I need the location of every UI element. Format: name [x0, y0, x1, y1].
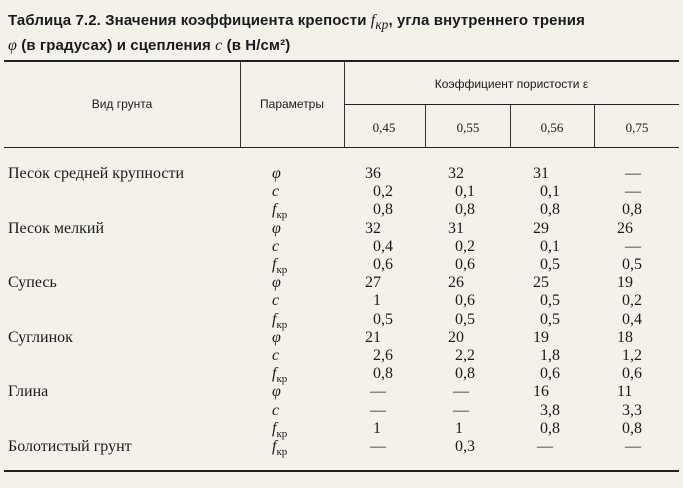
table-row: [0, 292, 683, 310]
parameter-symbol: $f_{кр}$: [272, 201, 288, 222]
value-cell: 0,4: [622, 310, 642, 328]
header-porosity-value: 0,45: [372, 120, 396, 135]
header-porosity-value: 0,56: [540, 120, 564, 135]
parameter-subscript: кр: [276, 427, 288, 440]
value-cell: 19: [617, 274, 633, 292]
caption-text-mid: (в градусах) и сцепления: [16, 37, 216, 55]
value-cell: 0,4: [373, 237, 393, 255]
parameter-symbol: φ: [272, 328, 281, 346]
caption-c: c: [215, 37, 223, 55]
value-cell: 11: [617, 383, 633, 401]
caption-text: Таблица 7.2. Значения коэффициента крепости: [8, 12, 371, 29]
table-row: [0, 238, 683, 256]
value-cell: 1: [373, 292, 381, 310]
value-cell: —: [625, 183, 641, 201]
value-cell: 0,8: [455, 365, 475, 383]
value-cell: 0,2: [455, 237, 475, 255]
value-cell: —: [625, 237, 641, 255]
table-row: [0, 383, 683, 401]
value-cell: 2,6: [373, 347, 393, 364]
value-cell: 0,5: [373, 310, 393, 328]
parameter-symbol: φ: [272, 383, 281, 401]
parameter-subscript: кр: [276, 373, 288, 386]
value-cell: 0,5: [540, 256, 560, 273]
soil-name: Супесь: [8, 274, 57, 292]
value-cell: —: [625, 438, 641, 455]
porosity-rule: [344, 104, 679, 105]
parameter-symbol: $f_{кр}$: [272, 419, 288, 440]
soil-name: Суглинок: [8, 328, 73, 346]
value-cell: 36: [365, 165, 381, 182]
parameter-symbol: φ: [272, 219, 281, 237]
value-cell: 0,8: [622, 201, 642, 219]
caption-line-1: [8, 10, 678, 35]
value-cell: 0,5: [622, 256, 642, 273]
parameter-symbol: $f_{кр}$: [272, 365, 288, 386]
value-cell: 0,8: [622, 419, 642, 437]
caption-phi: φ: [8, 37, 17, 55]
value-cell: 18: [617, 328, 633, 346]
parameter-symbol: c: [272, 183, 280, 201]
parameter-symbol: c: [272, 401, 280, 419]
value-cell: 0,5: [540, 310, 560, 328]
value-cell: 31: [533, 165, 549, 182]
header-soil-type: Вид грунта: [91, 97, 153, 111]
value-cell: 16: [533, 383, 549, 401]
table-row: [0, 329, 683, 347]
header-bottom-rule: [4, 147, 679, 148]
value-cell: 1,2: [622, 347, 642, 364]
soil-name: Болотистый грунт: [8, 438, 132, 455]
caption-f-symbol: [370, 12, 389, 33]
parameter-symbol: c: [272, 237, 280, 255]
table-row: [0, 365, 683, 386]
header-porosity: Коэффициент пористости ε: [434, 77, 589, 91]
value-cell: 1: [455, 419, 463, 437]
table-row: [0, 402, 683, 420]
caption-f-sub: кр: [375, 17, 389, 33]
caption-line-2: [8, 35, 678, 56]
table-row: [0, 201, 683, 222]
value-cell: 0,6: [373, 256, 393, 273]
parameter-symbol: φ: [272, 165, 281, 182]
value-cell: 21: [365, 328, 381, 346]
value-cell: —: [370, 401, 386, 419]
value-cell: 32: [365, 219, 381, 237]
table-row: [0, 256, 683, 277]
value-cell: 27: [365, 274, 381, 292]
table-row: [0, 165, 683, 183]
value-cell: 0,8: [455, 201, 475, 219]
value-cell: 0,8: [373, 201, 393, 219]
value-cell: 0,6: [455, 292, 475, 310]
value-cell: 25: [533, 274, 549, 292]
table-caption: [8, 10, 678, 56]
caption-f: f: [370, 12, 376, 29]
value-cell: 0,1: [455, 183, 475, 201]
value-cell: 1: [373, 419, 381, 437]
parameter-symbol: c: [272, 347, 280, 364]
value-cell: 0,8: [373, 365, 393, 383]
parameter-symbol: φ: [272, 274, 281, 292]
value-cell: —: [537, 438, 553, 455]
value-cell: 29: [533, 219, 549, 237]
value-cell: 26: [448, 274, 464, 292]
table-row: [0, 438, 683, 459]
value-cell: 3,8: [540, 401, 560, 419]
value-cell: —: [453, 383, 469, 401]
value-cell: —: [453, 401, 469, 419]
table-row: [0, 347, 683, 365]
table-row: [0, 274, 683, 292]
table-row: [0, 220, 683, 238]
value-cell: 1,8: [540, 347, 560, 364]
parameter-symbol: $f_{кр}$: [272, 438, 288, 459]
header-parameters: Параметры: [260, 97, 324, 111]
soil-name: Песок мелкий: [8, 219, 105, 237]
value-cell: 32: [448, 165, 464, 182]
value-cell: 0,3: [455, 438, 475, 455]
table-row: [0, 311, 683, 329]
soil-name: Глина: [8, 383, 49, 401]
value-cell: 31: [448, 219, 464, 237]
value-cell: 0,1: [540, 183, 560, 201]
value-cell: 0,1: [540, 237, 560, 255]
parameter-symbol: c: [272, 292, 280, 310]
value-cell: —: [370, 438, 386, 455]
parameter-subscript: кр: [276, 264, 288, 277]
parameter-subscript: кр: [276, 318, 288, 331]
bottom-rule: [4, 470, 679, 472]
table-row: [0, 183, 683, 201]
value-cell: 2,2: [455, 347, 475, 364]
value-cell: 0,5: [540, 292, 560, 310]
caption-text-suffix: , угла внутреннего трения: [388, 12, 585, 29]
value-cell: 3,3: [622, 401, 642, 419]
top-rule: [4, 60, 679, 62]
value-cell: —: [370, 383, 386, 401]
value-cell: 0,2: [622, 292, 642, 310]
value-cell: 0,6: [622, 365, 642, 383]
soil-name: Песок средней крупности: [8, 165, 185, 182]
value-cell: 20: [448, 328, 464, 346]
value-cell: 0,8: [540, 419, 560, 437]
value-cell: 0,6: [455, 256, 475, 273]
value-cell: 0,2: [373, 183, 393, 201]
parameter-subscript: кр: [276, 209, 288, 222]
value-cell: 0,6: [540, 365, 560, 383]
value-cell: 0,5: [455, 310, 475, 328]
parameter-subscript: кр: [276, 446, 288, 459]
table-row: [0, 420, 683, 438]
header-porosity-value: 0,75: [625, 120, 649, 135]
parameter-symbol: $f_{кр}$: [272, 256, 288, 277]
value-cell: —: [625, 165, 641, 182]
value-cell: 19: [533, 328, 549, 346]
value-cell: 0,8: [540, 201, 560, 219]
caption-text-end: (в Н/см²): [222, 37, 291, 55]
parameter-symbol: $f_{кр}$: [272, 310, 288, 331]
header-porosity-value: 0,55: [456, 120, 480, 135]
value-cell: 26: [617, 219, 633, 237]
